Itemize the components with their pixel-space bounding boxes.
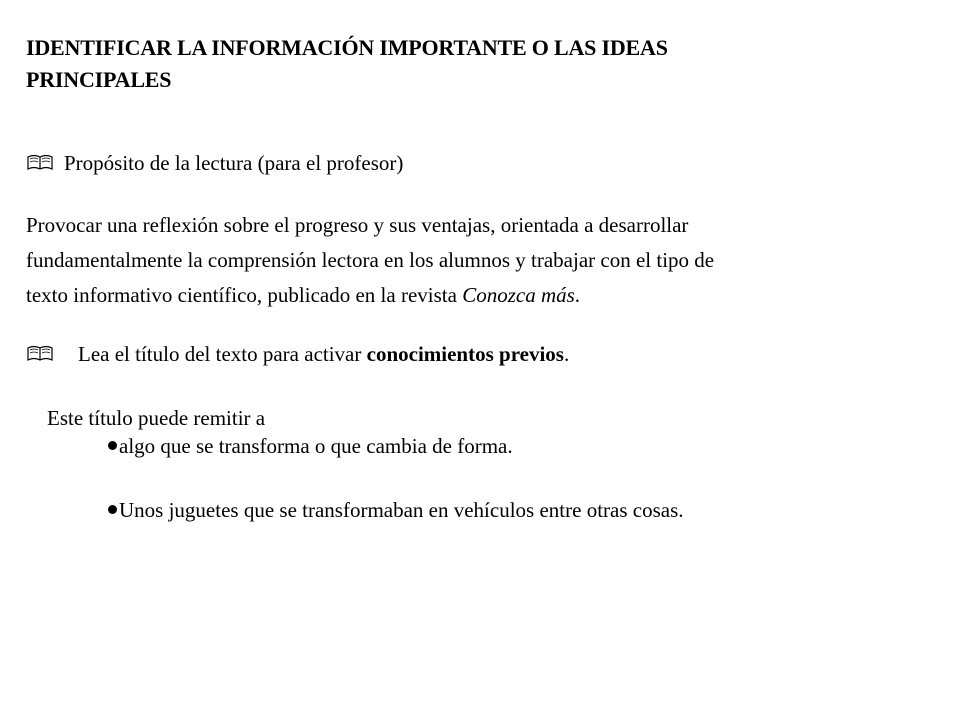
list-item [108,430,513,462]
paragraph-line-3-suffix: . [574,283,581,307]
magazine-title: Conozca más [462,283,575,307]
instruction-prefix: Lea el título del texto para activar [78,342,367,366]
purpose-paragraph [26,208,926,313]
title-line-1: IDENTIFICAR LA INFORMACIÓN IMPORTANTE O LAS IDEAS [26,35,668,60]
bullet-dot-icon [108,505,117,514]
paragraph-line-3-prefix: texto informativo científico, publicado en la revista [26,283,463,307]
instruction-bullet [26,338,569,370]
purpose-label: Propósito de la lectura (para el profesor) [64,151,404,175]
list-item-text: algo que se transforma o que cambia de forma. [119,434,513,458]
book-icon [26,345,54,363]
list-item [108,494,684,526]
bullet-dot-icon [108,441,117,450]
paragraph-line-1: Provocar una reflexión sobre el progreso y sus ventajas, orientada a desarrollar [26,213,689,237]
paragraph-line-2: fundamentalmente la comprensión lectora en los alumnos y trabajar con el tipo de [26,248,715,272]
instruction-suffix: . [563,342,570,366]
purpose-bullet [26,147,403,179]
instruction-keyword: conocimientos previos [366,342,564,366]
paragraph-line-3 [26,278,926,313]
book-icon [26,154,54,172]
page-title [26,32,906,96]
title-line-2: PRINCIPALES [26,67,172,92]
examples-intro: Este título puede remitir a [47,406,266,430]
list-item-text: Unos juguetes que se transformaban en vehículos entre otras cosas. [119,498,684,522]
